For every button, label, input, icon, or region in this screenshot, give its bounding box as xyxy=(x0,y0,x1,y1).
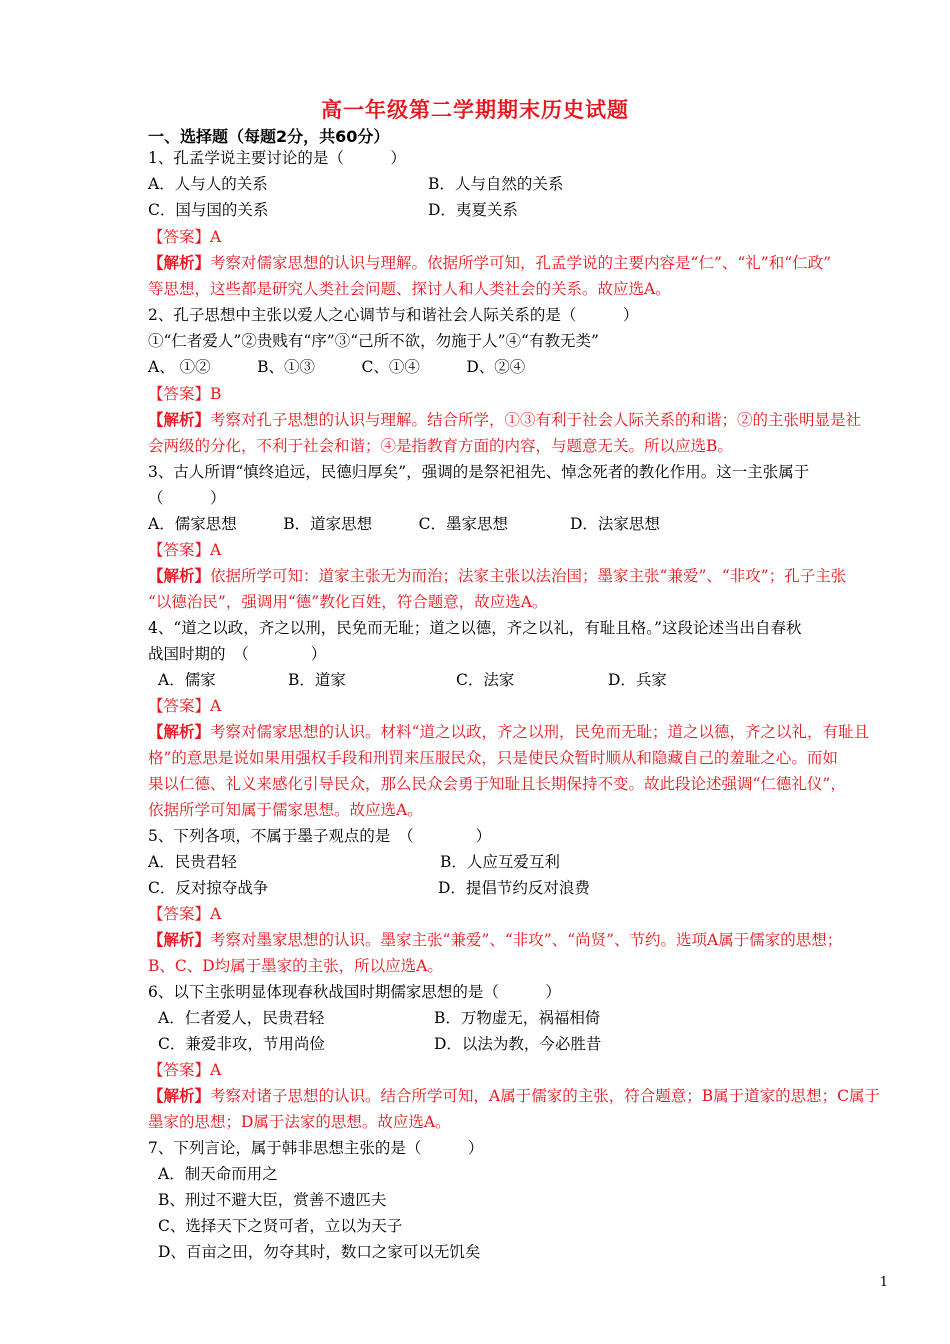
question-1-explanation-line-1 xyxy=(148,253,831,273)
explanation-tag: 【解析】 xyxy=(148,566,211,585)
explanation-text: 考察对墨家思想的认识。墨家主张“兼爱”、“非攻”、“尚贤”、节约。选项A属于儒家的思想； xyxy=(210,931,843,949)
explanation-text: 考察对孔子思想的认识与理解。结合所学，①③有利于社会人际关系的和谐；②的主张明显是社 xyxy=(210,411,862,429)
question-2-answer: 【答案】B xyxy=(148,385,222,403)
explanation-text: 考察对儒家思想的认识。材料“道之以政，齐之以刑，民免而无耻；道之以德，齐之以礼，有耻且 xyxy=(210,723,869,741)
question-3-stem-line-1: 3、古人所谓“慎终追远，民德归厚矣”，强调的是祭祀祖先、悼念死者的教化作用。这一主张属于 xyxy=(148,463,810,481)
page-number: 1 xyxy=(879,1275,888,1290)
question-1-option-c: C．国与国的关系 xyxy=(148,201,269,219)
question-6-explanation-line-2: 墨家的思想；D属于法家的思想。故应选A。 xyxy=(148,1113,451,1131)
question-5-stem: 5、下列各项，不属于墨子观点的是 （ ） xyxy=(148,827,492,845)
question-1-answer: 【答案】A xyxy=(148,228,222,246)
question-3-stem-line-2: （ ） xyxy=(148,489,226,507)
question-1-option-a: A．人与人的关系 xyxy=(148,175,268,193)
question-4-option-c: C．法家 xyxy=(456,671,515,689)
question-4-option-a: A．儒家 xyxy=(158,671,216,689)
explanation-text: 考察对诸子思想的认识。结合所学可知，A属于儒家的主张，符合题意；B属于道家的思想；C属于 xyxy=(210,1087,880,1105)
question-1-stem: 1、孔孟学说主要讨论的是（ ） xyxy=(148,149,406,167)
question-6-option-c: C．兼爱非攻，节用尚俭 xyxy=(158,1035,325,1053)
question-1-option-b: B．人与自然的关系 xyxy=(428,175,564,193)
question-5-option-b: B．人应互爱互利 xyxy=(440,853,560,871)
question-3-options: A．儒家思想 B．道家思想 C．墨家思想 D．法家思想 xyxy=(148,515,660,533)
question-3-answer: 【答案】A xyxy=(148,541,222,559)
question-7-option-a: A．制天命而用之 xyxy=(158,1165,278,1183)
page-title: 高一年级第二学期期末历史试题 xyxy=(321,98,629,122)
question-3-explanation-line-1 xyxy=(148,566,846,586)
explanation-tag: 【解析】 xyxy=(148,930,211,949)
question-1-option-d: D．夷夏关系 xyxy=(428,201,518,219)
section-heading: 一、选择题（每题2分，共60分） xyxy=(148,127,390,146)
explanation-tag: 【解析】 xyxy=(148,253,211,272)
question-2-explanation-line-1 xyxy=(148,410,861,430)
question-2-stem: 2、孔子思想中主张以爱人之心调节与和谐社会人际关系的是（ ） xyxy=(148,306,639,324)
question-4-stem-line-2: 战国时期的 （ ） xyxy=(148,645,327,663)
question-4-option-d: D．兵家 xyxy=(608,671,667,689)
question-5-answer: 【答案】A xyxy=(148,905,222,923)
question-2-items: ①“仁者爱人”②贵贱有“序”③“己所不欲，勿施于人”④“有教无类” xyxy=(148,332,599,350)
question-5-option-c: C．反对掠夺战争 xyxy=(148,879,269,897)
question-2-explanation-line-2: 会两级的分化，不利于社会和谐；④是指教育方面的内容，与题意无关。所以应选B。 xyxy=(148,437,733,455)
question-6-answer: 【答案】A xyxy=(148,1061,222,1079)
question-2-options: A、 ①② B、①③ C、①④ D、②④ xyxy=(148,358,526,376)
question-6-explanation-line-1 xyxy=(148,1086,880,1106)
explanation-text: 考察对儒家思想的认识与理解。依据所学可知，孔孟学说的主要内容是“仁”、“礼”和“仁政” xyxy=(210,254,832,272)
question-4-explanation-line-1 xyxy=(148,722,869,742)
explanation-tag: 【解析】 xyxy=(148,722,211,741)
explanation-tag: 【解析】 xyxy=(148,410,211,429)
question-6-option-d: D．以法为教，今必胜昔 xyxy=(434,1035,602,1053)
question-4-option-b: B．道家 xyxy=(288,671,346,689)
explanation-text: 依据所学可知：道家主张无为而治；法家主张以法治国；墨家主张“兼爱”、“非攻”；孔子主张 xyxy=(210,567,847,585)
question-4-explanation-line-4: 依据所学可知属于儒家思想。故应选A。 xyxy=(148,801,423,819)
question-4-explanation-line-2: 格”的意思是说如果用强权手段和刑罚来压服民众，只是使民众暂时顺从和隐藏自己的羞耻之心。而如 xyxy=(148,749,838,767)
question-1-explanation-line-2: 等思想，这些都是研究人类社会问题、探讨人和人类社会的关系。故应选A。 xyxy=(148,280,671,298)
question-5-option-a: A．民贵君轻 xyxy=(148,853,237,871)
question-4-explanation-line-3: 果以仁德、礼义来感化引导民众，那么民众会勇于知耻且长期保持不变。故此段论述强调“仁德礼仪”， xyxy=(148,775,846,793)
question-4-answer: 【答案】A xyxy=(148,697,222,715)
question-6-stem: 6、以下主张明显体现春秋战国时期儒家思想的是（ ） xyxy=(148,983,561,1001)
question-7-stem: 7、下列言论，属于韩非思想主张的是（ ） xyxy=(148,1139,484,1157)
question-6-option-a: A．仁者爱人，民贵君轻 xyxy=(158,1009,325,1027)
question-5-explanation-line-2: B、C、D均属于墨家的主张，所以应选A。 xyxy=(148,957,443,975)
question-6-option-b: B．万物虚无，祸福相倚 xyxy=(434,1009,601,1027)
question-7-option-d: D、百亩之田，勿夺其时，数口之家可以无饥矣 xyxy=(158,1243,481,1261)
question-5-explanation-line-1 xyxy=(148,930,842,950)
question-7-option-b: B、刑过不避大臣，赏善不遗匹夫 xyxy=(158,1191,387,1209)
question-7-option-c: C、选择天下之贤可者，立以为天子 xyxy=(158,1217,403,1235)
explanation-tag: 【解析】 xyxy=(148,1086,211,1105)
question-5-option-d: D．提倡节约反对浪费 xyxy=(438,879,590,897)
question-3-explanation-line-2: “以德治民”，强调用“德”教化百姓，符合题意，故应选A。 xyxy=(148,593,548,611)
question-4-stem-line-1: 4、“道之以政，齐之以刑，民免而无耻；道之以德，齐之以礼，有耻且格。”这段论述当出自春秋 xyxy=(148,619,802,637)
